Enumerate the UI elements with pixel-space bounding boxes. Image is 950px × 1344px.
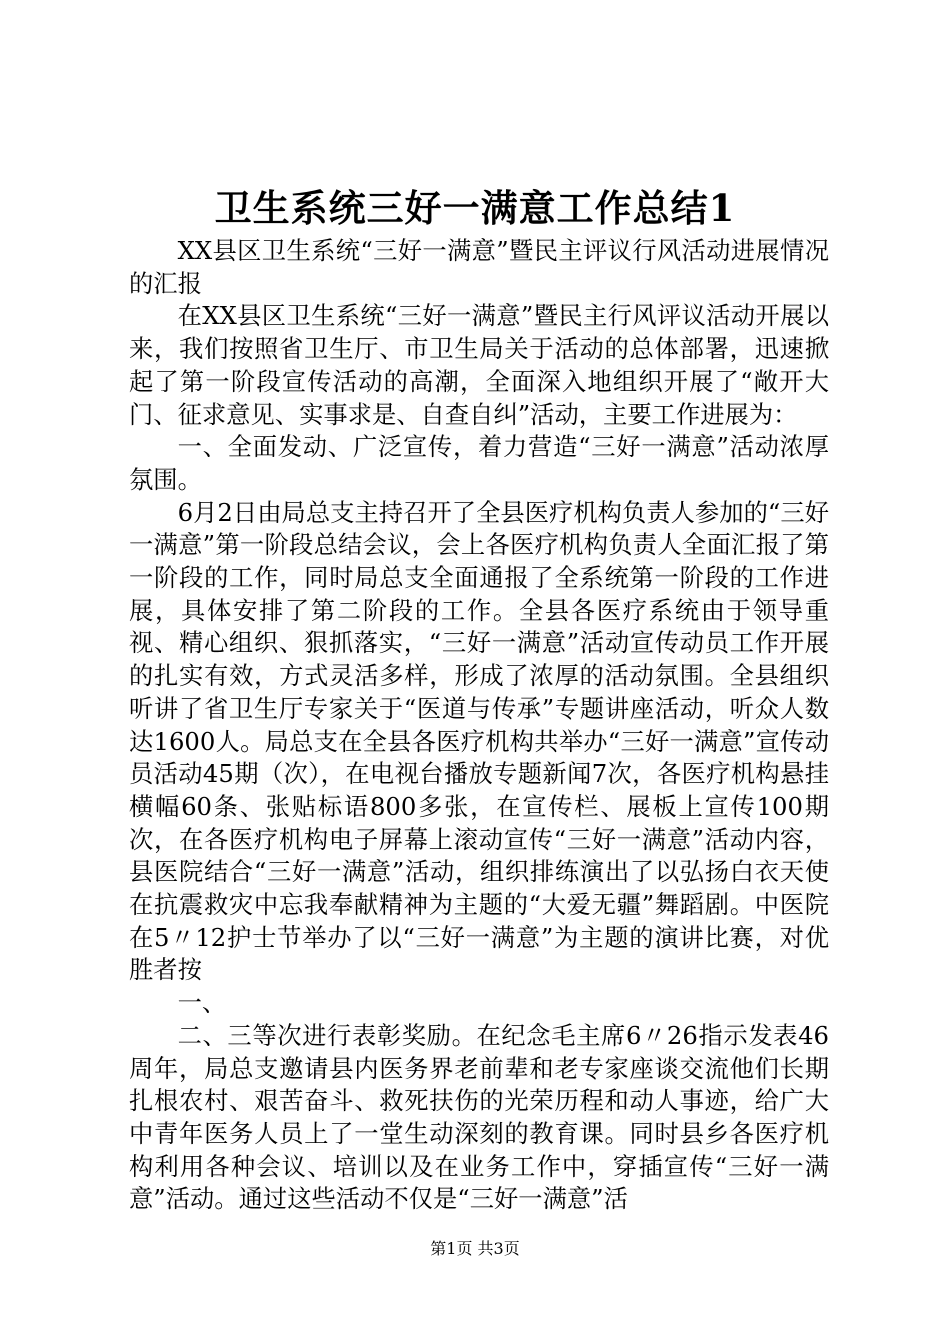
paragraph-section-one-heading: 一、全面发动、广泛宣传，着力营造“三好一满意”活动浓厚氛围。 [129,432,829,494]
paragraph-report-heading: XX县区卫生系统“三好一满意”暨民主评议行风活动进展情况的汇报 [129,236,829,298]
page-number-footer: 第1页 共3页 [430,1239,520,1258]
document-title: 卫生系统三好一满意工作总结1 [214,186,736,230]
paragraph-intro: 在XX县区卫生系统“三好一满意”暨民主行风评议活动开展以来，我们按照省卫生厅、市卫生局关于活动的总体部署，迅速掀起了第一阶段宣传活动的高潮，全面深入地组织开展了“敞开大门、征求意见、实事求是、自查自纠”活动，主要工作进展为： [129,301,829,429]
paragraph-section-one-body: 6月2日由局总支主持召开了全县医疗机构负责人参加的“三好一满意”第一阶段总结会议，会上各医疗机构负责人全面汇报了第一阶段的工作，同时局总支全面通报了全系统第一阶段的工作进展，具体安排了第二阶段的工作。全县各医疗系统由于领导重视、精心组织、狠抓落实，“三好一满意”活动宣传动员工作开展的扎实有效，方式灵活多样，形成了浓厚的活动氛围。全县组织听讲了省卫生厅专家关于“医道与传承”专题讲座活动，听众人数达1600人。局总支在全县各医疗机构共举办“三好一满意”宣传动员活动45期（次），在电视台播放专题新闻7次，各医疗机构悬挂横幅60条、张贴标语800多张，在宣传栏、展板上宣传100期次，在各医疗机构电子屏幕上滚动宣传“三好一满意”活动内容，县医院结合“三好一满意”活动，组织排练演出了以弘扬白衣天使在抗震救灾中忘我奉献精神为主题的“大爱无疆”舞蹈剧。中医院在5〃12护士节举办了以“三好一满意”为主题的演讲比赛，对优胜者按 [129,497,829,985]
document-body [129,235,829,1216]
paragraph-fragment: 一、 [177,988,227,1018]
paragraph-section-two: 二、三等次进行表彰奖励。在纪念毛主席6〃26指示发表46周年，局总支邀请县内医务界老前辈和老专家座谈交流他们长期扎根农村、艰苦奋斗、救死扶伤的光荣历程和动人事迹，给广大中青年医务人员上了一堂生动深刻的教育课。同时县乡各医疗机构利用各种会议、培训以及在业务工作中，穿插宣传“三好一满意”活动。通过这些活动不仅是“三好一满意”活 [129,1020,829,1214]
